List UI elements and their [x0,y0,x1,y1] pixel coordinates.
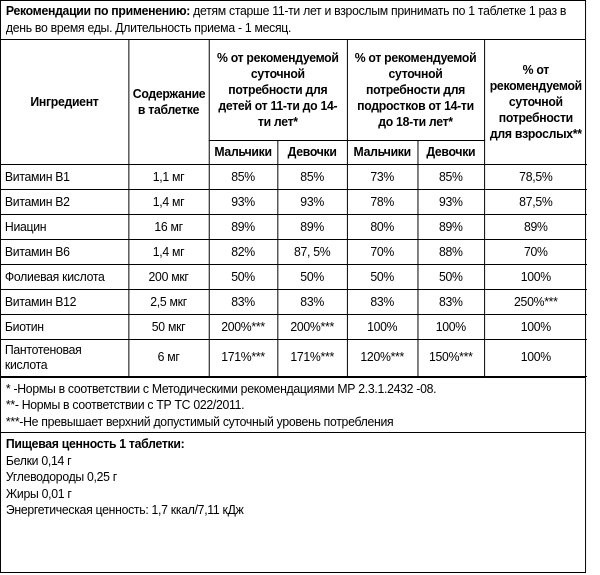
table-body [1,164,587,376]
ingredient-name: Ниацин [1,214,128,239]
header-children: % от рекомендуемой суточной потребности для детей от 11-ти до 14-ти лет* [209,40,347,140]
teens-girls-value: 88% [417,239,484,264]
children-girls-value: 93% [277,189,347,214]
header-content: Содержание в таблетке [128,40,208,164]
table-row [1,214,587,239]
table-row [1,239,587,264]
adults-value: 250%*** [484,289,587,314]
teens-boys-value: 120%*** [347,339,418,376]
children-boys-value: 200%*** [209,314,278,339]
teens-girls-value: 50% [417,264,484,289]
table-row [1,164,587,189]
adults-value: 100% [484,339,587,376]
adults-value: 87,5% [484,189,587,214]
ingredient-amount: 2,5 мкг [128,289,208,314]
header-teens-girls: Девочки [417,140,484,164]
adults-value: 70% [484,239,587,264]
recommendations-section [1,1,585,40]
teens-girls-value: 150%*** [417,339,484,376]
footnote-1: * -Нормы в соответствии с Методическими рекомендациями МР 2.3.1.2432 -08. [5,381,437,396]
ingredient-name: Фолиевая кислота [1,264,128,289]
ingredient-amount: 200 мкг [128,264,208,289]
ingredient-amount: 50 мкг [128,314,208,339]
teens-boys-value: 70% [347,239,418,264]
teens-boys-value: 78% [347,189,418,214]
recommendations-text: детям старше 11-ти лет и взрослым принимать по 1 таблетке 1 раз в день во время еды. Длительность приема - 1 месяц. [5,4,567,35]
table-header [1,40,587,164]
recommendations-label: Рекомендации по применению: [5,4,191,18]
children-girls-value: 85% [277,164,347,189]
header-adults: % от рекомендуемой суточной потребности для взрослых** [484,40,587,164]
ingredient-name: Витамин В2 [1,189,128,214]
nutrition-protein: Белки 0,14 г [5,453,72,468]
children-boys-value: 83% [209,289,278,314]
teens-boys-value: 80% [347,214,418,239]
header-children-boys: Мальчики [209,140,278,164]
footnotes-section [1,377,585,433]
ingredient-amount: 6 мг [128,339,208,376]
footnote-2: **- Нормы в соответствии с ТР ТС 022/2011. [5,398,245,412]
header-children-girls: Девочки [277,140,347,164]
table-row [1,339,587,376]
children-boys-value: 171%*** [209,339,278,376]
nutrition-title: Пищевая ценность 1 таблетки: [5,437,185,451]
adults-value: 100% [484,264,587,289]
nutrition-energy: Энергетическая ценность: 1,7 ккал/7,11 кДж [5,503,244,517]
children-girls-value: 50% [277,264,347,289]
teens-boys-value: 50% [347,264,418,289]
teens-girls-value: 89% [417,214,484,239]
footnote-3: ***-Не превышает верхний допустимый суточный уровень потребления [5,414,394,429]
children-girls-value: 83% [277,289,347,314]
ingredient-name: Витамин В1 [1,164,128,189]
table-row [1,289,587,314]
teens-boys-value: 100% [347,314,418,339]
teens-girls-value: 85% [417,164,484,189]
nutrition-carbs: Углеводороды 0,25 г [5,470,117,484]
header-teens: % от рекомендуемой суточной потребности для подростков от 14-ти до 18-ти лет* [347,40,484,140]
ingredient-name: Витамин В6 [1,239,128,264]
children-boys-value: 82% [209,239,278,264]
table-row [1,189,587,214]
teens-girls-value: 93% [417,189,484,214]
ingredient-name: Биотин [1,314,128,339]
teens-girls-value: 83% [417,289,484,314]
children-girls-value: 171%*** [277,339,347,376]
ingredient-amount: 1,4 мг [128,189,208,214]
ingredient-name: Пантотеновая кислота [1,339,128,376]
ingredient-amount: 1,1 мг [128,164,208,189]
children-girls-value: 87, 5% [277,239,347,264]
adults-value: 78,5% [484,164,587,189]
children-girls-value: 200%*** [277,314,347,339]
children-boys-value: 50% [209,264,278,289]
teens-boys-value: 83% [347,289,418,314]
ingredient-amount: 16 мг [128,214,208,239]
header-teens-boys: Мальчики [347,140,418,164]
adults-value: 100% [484,314,587,339]
table-row [1,314,587,339]
children-boys-value: 85% [209,164,278,189]
ingredient-name: Витамин В12 [1,289,128,314]
children-boys-value: 93% [209,189,278,214]
table-row [1,264,587,289]
children-boys-value: 89% [209,214,278,239]
header-ingredient: Ингредиент [1,40,128,164]
children-girls-value: 89% [277,214,347,239]
nutrition-fat: Жиры 0,01 г [5,486,72,501]
teens-boys-value: 73% [347,164,418,189]
ingredient-amount: 1,4 мг [128,239,208,264]
ingredients-table [1,40,587,377]
adults-value: 89% [484,214,587,239]
nutrition-section [1,432,585,522]
teens-girls-value: 100% [417,314,484,339]
